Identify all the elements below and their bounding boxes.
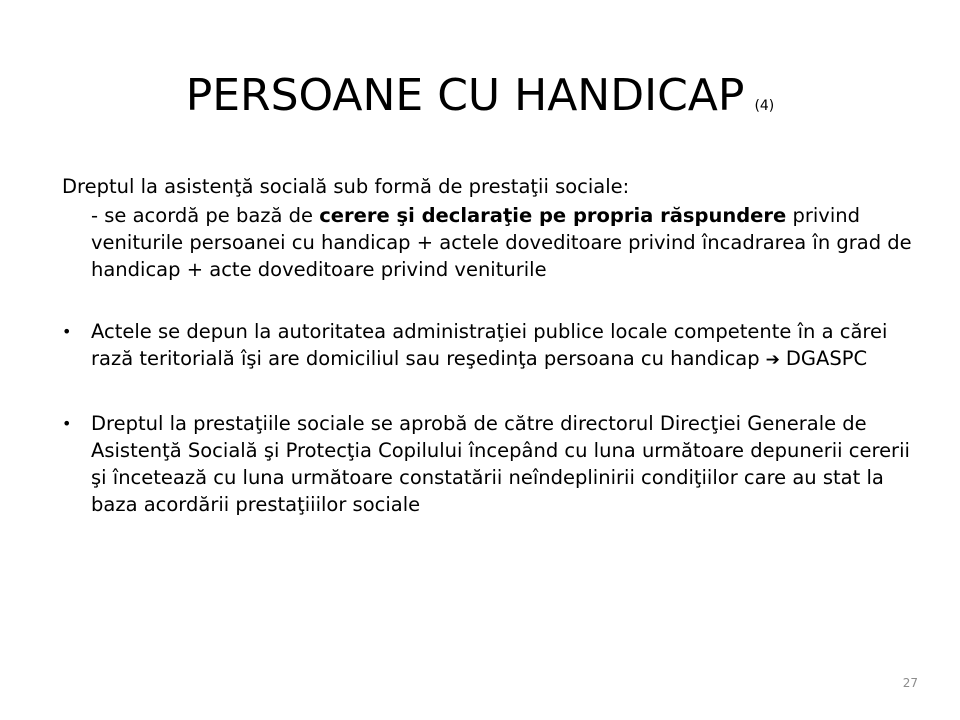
bullet-item-documents	[62, 318, 922, 374]
slide-body	[62, 172, 922, 518]
intro-paragraph: Dreptul la asistenţă socială sub formă de prestaţii sociale:	[62, 175, 630, 198]
slide-title	[0, 64, 960, 138]
slide-title-text: PERSOANE CU HANDICAP	[185, 70, 745, 121]
sub-paragraph	[91, 202, 922, 283]
page-number: 27	[902, 676, 918, 690]
bullet-dot-icon: •	[62, 322, 72, 341]
bullet-dot-icon: •	[62, 414, 72, 433]
sub-paragraph-bold: cerere şi declaraţie pe propria răspundere	[319, 204, 787, 227]
sub-paragraph-prefix: - se acordă pe bază de	[91, 204, 320, 227]
bullet-item-documents-text: Actele se depun la autoritatea administraţiei publice locale competente în a cărei rază teritorială îşi are domiciliul sau reşedinţa persoana cu handicap	[91, 320, 888, 370]
bullet-item-approval-text: Dreptul la prestaţiile sociale se aprobă de către directorul Direcţiei Generale de Asistenţă Socială şi Protecţia Copilului începând cu luna următoare depunerii cererii şi încetează cu luna următoare constatării neîndeplinirii condiţiilor care au stat la baza acordării prestaţiiilor sociale	[91, 412, 910, 516]
sub-paragraph-suffix: privind veniturile persoanei cu handicap + actele doveditoare privind încadrarea în grad de handicap + acte doveditoare privind veniturile	[91, 204, 912, 281]
bullet-item-approval	[62, 410, 922, 518]
arrow-right-icon: ➔	[765, 350, 780, 370]
slide-title-suffix: (4)	[754, 98, 775, 114]
bullet-item-documents-tail: DGASPC	[785, 347, 868, 370]
